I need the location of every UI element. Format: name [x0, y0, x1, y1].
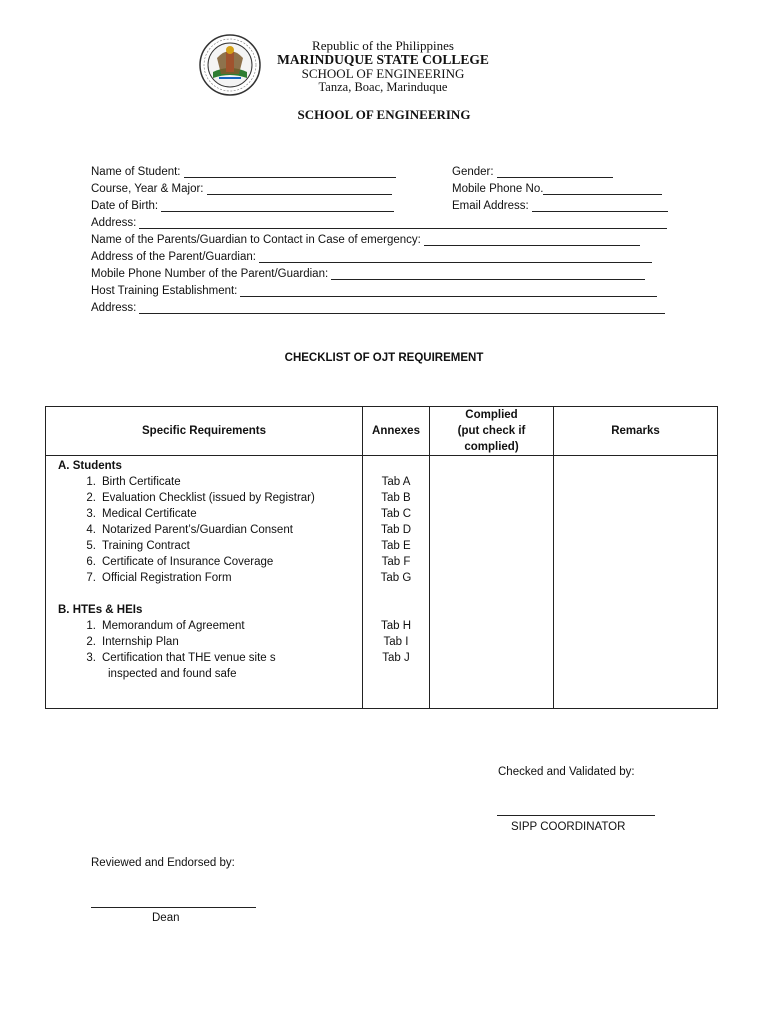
host-address-field[interactable] [91, 301, 665, 314]
list-item: 7. Official Registration Form [86, 572, 232, 584]
col-header-annexes: Annexes [363, 407, 430, 456]
email-field[interactable] [452, 199, 668, 212]
complied-cell[interactable] [430, 456, 554, 709]
remarks-cell[interactable] [554, 456, 718, 709]
college-name: MARINDUQUE STATE COLLEGE [277, 52, 489, 67]
mobile-field[interactable] [452, 182, 662, 195]
page-title: SCHOOL OF ENGINEERING [297, 107, 471, 122]
annex-tab: Tab C [380, 508, 412, 520]
student-name-field[interactable] [91, 165, 396, 178]
list-item: 1. Memorandum of Agreement [86, 620, 245, 632]
annex-tab: Tab B [381, 492, 411, 504]
col-header-requirements: Specific Requirements [46, 407, 363, 456]
annex-tab: Tab D [380, 524, 412, 536]
dean-label: Dean [152, 912, 180, 924]
requirements-table [45, 406, 718, 709]
gender-field[interactable] [452, 165, 613, 178]
annex-tab: Tab I [383, 636, 409, 648]
address-field[interactable] [91, 216, 667, 229]
annex-tab: Tab E [381, 540, 411, 552]
address-label: Address: [91, 217, 137, 229]
dob-label: Date of Birth: [91, 200, 159, 212]
list-item: 6. Certificate of Insurance Coverage [86, 556, 274, 568]
list-item: 2. Evaluation Checklist (issued by Registrar) [86, 492, 315, 504]
email-label: Email Address: [452, 200, 529, 212]
complied-line-1: Complied [465, 409, 518, 421]
gender-label: Gender: [452, 166, 494, 178]
list-item: 3. Medical Certificate [86, 508, 197, 520]
annex-tab: Tab G [380, 572, 412, 584]
annexes-cell [363, 456, 430, 709]
section-students: A. Students [58, 460, 122, 472]
school-name: SCHOOL OF ENGINEERING [301, 66, 465, 81]
complied-line-2: (put check if [457, 425, 526, 437]
course-field[interactable] [91, 182, 392, 195]
annex-tab: Tab H [380, 620, 412, 632]
section-htes: B. HTEs & HEIs [58, 604, 143, 616]
parent-address-field[interactable] [91, 250, 652, 263]
col-header-complied [430, 407, 554, 456]
host-establishment-label: Host Training Establishment: [91, 285, 238, 297]
course-label: Course, Year & Major: [91, 183, 204, 195]
checked-validated-label: Checked and Validated by: [498, 766, 635, 778]
student-name-label: Name of Student: [91, 166, 181, 178]
emergency-contact-label: Name of the Parents/Guardian to Contact in Case of emergency: [91, 234, 421, 246]
mobile-label: Mobile Phone No. [452, 183, 544, 195]
college-address: Tanza, Boac, Marinduque [318, 80, 448, 94]
table-header-row [46, 407, 718, 456]
emergency-contact-field[interactable] [91, 233, 640, 246]
list-item-continuation: inspected and found safe [108, 668, 237, 680]
col-header-remarks: Remarks [554, 407, 718, 456]
republic-text: Republic of the Philippines [312, 38, 454, 53]
parent-address-label: Address of the Parent/Guardian: [91, 251, 256, 263]
list-item: 3. Certification that THE venue site s [86, 652, 276, 664]
coordinator-signature-line[interactable] [497, 815, 655, 816]
table-row [46, 456, 718, 709]
parent-mobile-label: Mobile Phone Number of the Parent/Guardian: [91, 268, 329, 280]
annex-tab: Tab A [381, 476, 411, 488]
checklist-title: CHECKLIST OF OJT REQUIREMENT [284, 352, 484, 364]
host-address-label: Address: [91, 302, 137, 314]
list-item: 2. Internship Plan [86, 636, 179, 648]
coordinator-label: SIPP COORDINATOR [511, 821, 626, 833]
list-item: 1. Birth Certificate [86, 476, 181, 488]
list-item: 5. Training Contract [86, 540, 190, 552]
annex-tab: Tab J [382, 652, 410, 664]
reviewed-endorsed-label: Reviewed and Endorsed by: [91, 857, 235, 869]
annex-tab: Tab F [381, 556, 411, 568]
requirements-cell [46, 456, 363, 709]
complied-line-3: complied) [464, 441, 519, 453]
dean-signature-line[interactable] [91, 907, 256, 908]
parent-mobile-field[interactable] [91, 267, 645, 280]
list-item: 4. Notarized Parent’s/Guardian Consent [86, 524, 293, 536]
host-establishment-field[interactable] [91, 284, 657, 297]
dob-field[interactable] [91, 199, 394, 212]
